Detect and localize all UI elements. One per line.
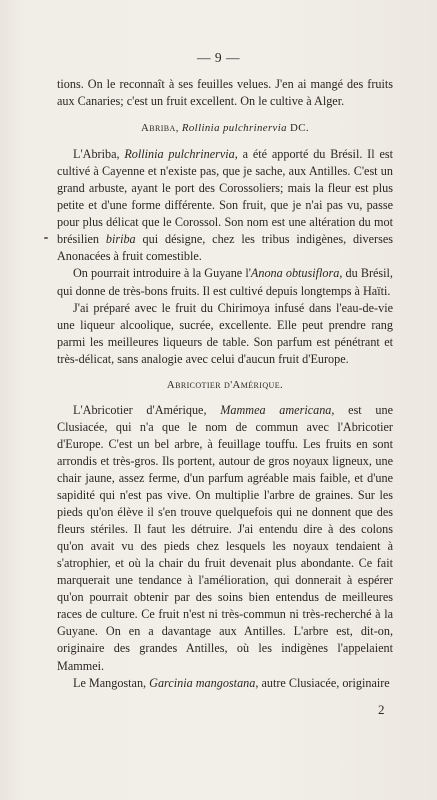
abricotier-p2-start: Le Mangostan, (73, 675, 150, 690)
abriba-p2-end: , du Brésil, qui donne de très-bons fruits. Il est cultivé depuis longtemps à Haïti. (57, 266, 393, 298)
intro-paragraph: tions. On le reconnaît à ses feuilles velues. J'en ai mangé des fruits aux Canaries; c'est un fruit excellent. On le cultive à Alger. (57, 77, 393, 109)
abriba-p1-end: qui désigne, chez les tribus indigènes, diverses Anonacées à fruit comestible. (57, 232, 393, 264)
abricotier-p2-latin: Garcinia mangostana (149, 675, 256, 690)
abricotier-p2-end: , autre Clusiacée, originaire (255, 675, 390, 690)
signature-mark: 2 (378, 702, 385, 717)
heading-abriba-author: DC. (286, 122, 309, 135)
ink-mark (44, 237, 48, 239)
heading-abricotier: Abricotier d'Amérique. (166, 378, 284, 391)
abriba-p1-start: L'Abriba, (73, 147, 125, 162)
abriba-p1-word: biriba (105, 232, 136, 247)
abriba-p1-text: , a été apporté du Brésil. Il est cultivé à Cayenne et n'existe pas, que je sache, aux Antilles. C'est un grand arbuste, ayant le port des Corossoliers; mais la fleur est plus petite et d'une forme différente. Son fruit, que je n'ai pas vu, passe pour plus délicat que le Corossol. Son nom est une altération du mot brésilien (57, 147, 393, 247)
abriba-paragraph-3: J'ai préparé avec le fruit du Chirimoya infusé dans l'eau-de-vie une liqueur alcoolique, sucrée, excellente. Elle peut prendre rang parmi les meilleures liqueurs de table. Son parfum est pénétrant et très-délicat, sans analogie avec celui d'aucun fruit d'Europe. (57, 300, 393, 366)
body-text (57, 76, 393, 692)
abriba-p2-latin: Anona obtusiflora (250, 266, 340, 281)
heading-abriba-name: Abriba (141, 122, 176, 135)
abricotier-p1-latin: Mammea americana (220, 402, 332, 417)
heading-abriba-latin: Rollinia pulchrinervia (181, 122, 287, 135)
heading-abriba-sep: , (175, 122, 182, 135)
heading-abriba (57, 120, 393, 137)
page-number: — 9 — (197, 50, 240, 65)
abriba-p1-latin: Rollinia pulchrinervia (124, 147, 235, 162)
abricotier-p1-start: L'Abricotier d'Amérique, (73, 402, 221, 417)
abricotier-p1-end: , est une Clusiacée, qui n'a que le nom de commun avec l'Abricotier d'Europe. C'est un bel arbre, à feuillage touffu. Les fruits en sont arrondis et très-gros. Ils portent, autour de gros noyaux ligneux, une chair jaune, assez ferme, d'un parfum agréable mais faible, et d'une sapidité qui n'est pas vive. On multiplie l'arbre de graines. Sur les pieds qu'on élève il s'en trouve quelquefois qui ne donnent que des fleurs stériles. Il faut les détruire. J'ai entendu dire à des colons qu'on avait vu des pieds chez lesquels les noyaux tendaient à s'atrophier, et où la chair du fruit devenait plus abondante. Ce fait marquerait une tendance à l'amélioration, qui donnerait à espérer qu'on pourrait obtenir par des soins bien entendus de meilleures races de culture. Ce fruit n'est ni très-commun ni très-recherché à la Guyane. On en a davantage aux Antilles. L'arbre est, dit-on, originaire des grandes Antilles, où les indigènes l'appelaient Mammei. (57, 402, 394, 673)
abriba-p2-start: On pourrait introduire à la Guyane l' (73, 266, 251, 281)
abriba-paragraph-1 (57, 146, 393, 265)
abriba-paragraph-2 (57, 265, 393, 299)
abricotier-paragraph-2 (57, 675, 393, 692)
abricotier-paragraph-1 (57, 402, 393, 675)
